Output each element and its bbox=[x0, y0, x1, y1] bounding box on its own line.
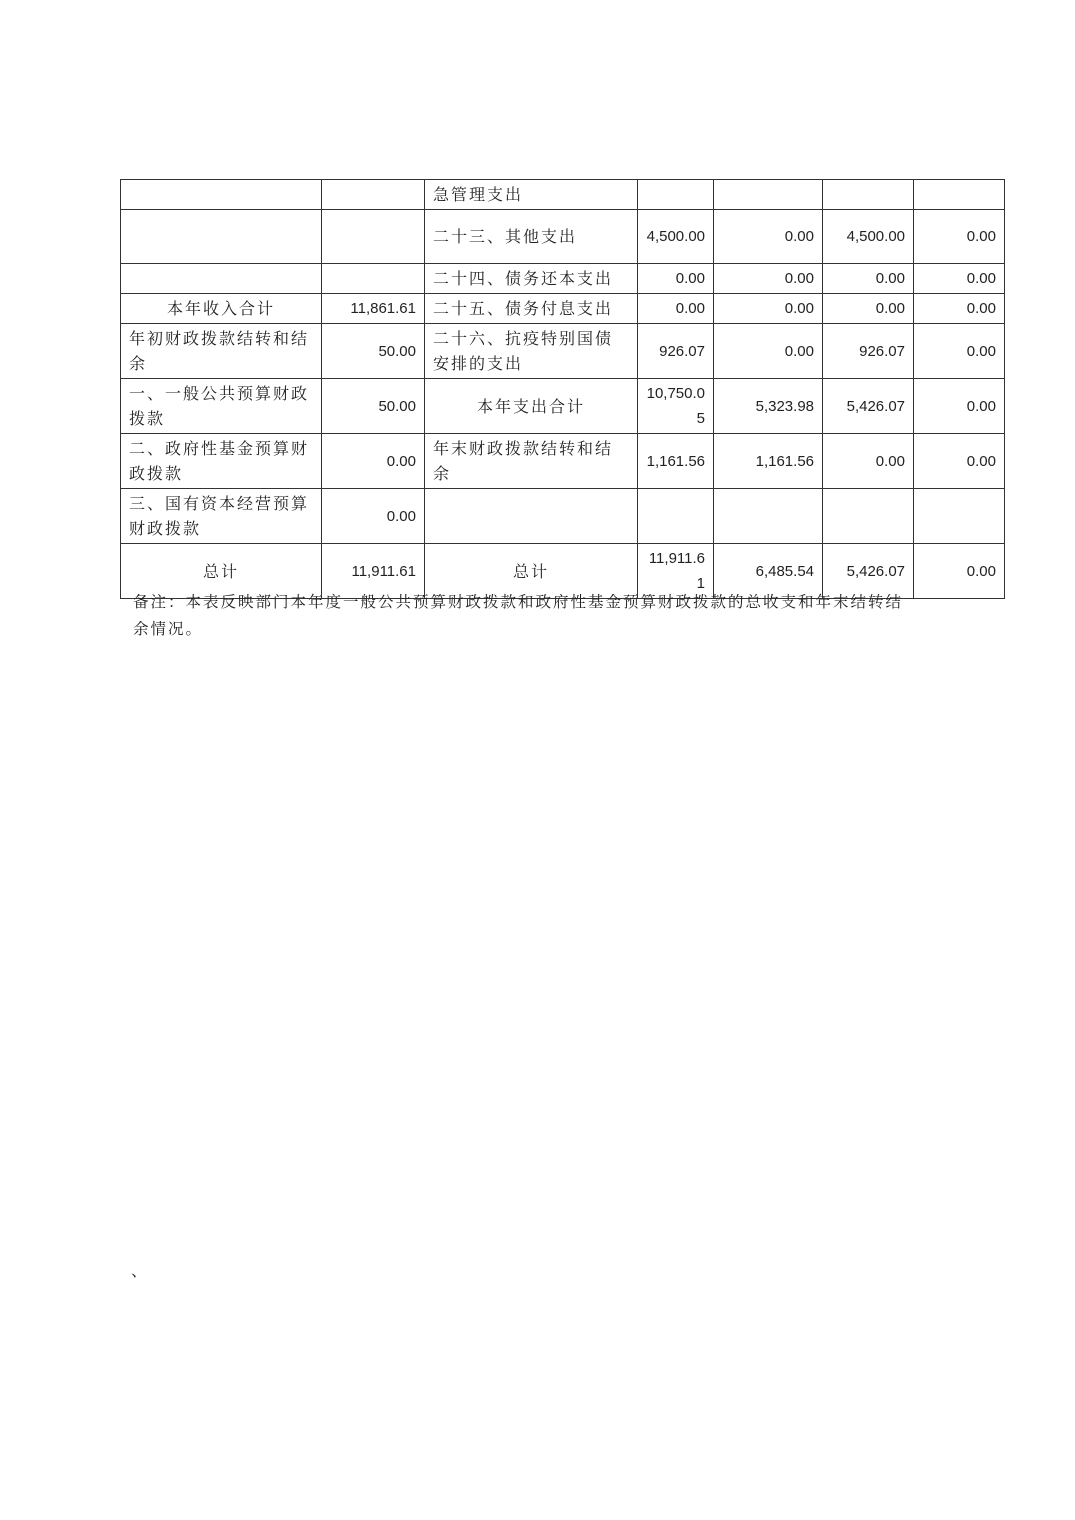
income-amount: 11,861.61 bbox=[322, 294, 425, 324]
table-row bbox=[121, 489, 1005, 544]
expense-total: 0.00 bbox=[638, 264, 714, 294]
expense-capital: 0.00 bbox=[914, 324, 1005, 379]
table-footnote: 备注：本表反映部门本年度一般公共预算财政拨款和政府性基金预算财政拨款的总收支和年末结转结余情况。 bbox=[133, 593, 904, 638]
expense-item bbox=[425, 489, 638, 544]
expense-fund: 0.00 bbox=[823, 434, 914, 489]
expense-item: 二十四、债务还本支出 bbox=[425, 264, 638, 294]
expense-general: 0.00 bbox=[714, 210, 823, 264]
income-item: 总计 bbox=[121, 544, 322, 599]
expense-general: 6,485.54 bbox=[714, 544, 823, 599]
income-amount: 50.00 bbox=[322, 324, 425, 379]
table-row bbox=[121, 264, 1005, 294]
income-amount: 0.00 bbox=[322, 434, 425, 489]
stray-punctuation: 、 bbox=[131, 1261, 148, 1280]
expense-fund: 0.00 bbox=[823, 294, 914, 324]
table-row bbox=[121, 324, 1005, 379]
income-item: 三、国有资本经营预算财政拨款 bbox=[121, 489, 322, 544]
expense-item: 二十五、债务付息支出 bbox=[425, 294, 638, 324]
income-item: 年初财政拨款结转和结余 bbox=[121, 324, 322, 379]
income-item bbox=[121, 180, 322, 210]
income-item: 二、政府性基金预算财政拨款 bbox=[121, 434, 322, 489]
expense-item: 二十三、其他支出 bbox=[425, 210, 638, 264]
table-row bbox=[121, 180, 1005, 210]
expense-item: 总计 bbox=[425, 544, 638, 599]
table-row bbox=[121, 379, 1005, 434]
expense-general: 1,161.56 bbox=[714, 434, 823, 489]
expense-general: 0.00 bbox=[714, 324, 823, 379]
expense-capital: 0.00 bbox=[914, 294, 1005, 324]
expense-total bbox=[638, 180, 714, 210]
expense-total: 1,161.56 bbox=[638, 434, 714, 489]
expense-item: 二十六、抗疫特别国债安排的支出 bbox=[425, 324, 638, 379]
expense-item: 本年支出合计 bbox=[425, 379, 638, 434]
income-amount bbox=[322, 264, 425, 294]
income-item: 本年收入合计 bbox=[121, 294, 322, 324]
expense-fund: 5,426.07 bbox=[823, 544, 914, 599]
expense-item: 急管理支出 bbox=[425, 180, 638, 210]
income-item bbox=[121, 210, 322, 264]
expense-general bbox=[714, 489, 823, 544]
expense-general: 5,323.98 bbox=[714, 379, 823, 434]
expense-capital: 0.00 bbox=[914, 210, 1005, 264]
budget-table bbox=[120, 179, 1005, 599]
expense-capital bbox=[914, 180, 1005, 210]
income-item bbox=[121, 264, 322, 294]
table-row bbox=[121, 294, 1005, 324]
expense-capital: 0.00 bbox=[914, 264, 1005, 294]
income-amount: 50.00 bbox=[322, 379, 425, 434]
expense-fund: 5,426.07 bbox=[823, 379, 914, 434]
expense-fund: 4,500.00 bbox=[823, 210, 914, 264]
expense-total: 4,500.00 bbox=[638, 210, 714, 264]
income-amount bbox=[322, 180, 425, 210]
expense-total: 10,750.05 bbox=[638, 379, 714, 434]
expense-fund: 926.07 bbox=[823, 324, 914, 379]
expense-fund: 0.00 bbox=[823, 264, 914, 294]
expense-general: 0.00 bbox=[714, 264, 823, 294]
expense-total: 0.00 bbox=[638, 294, 714, 324]
expense-fund bbox=[823, 489, 914, 544]
expense-total bbox=[638, 489, 714, 544]
income-item: 一、一般公共预算财政拨款 bbox=[121, 379, 322, 434]
expense-total: 926.07 bbox=[638, 324, 714, 379]
income-amount bbox=[322, 210, 425, 264]
expense-general: 0.00 bbox=[714, 294, 823, 324]
expense-capital: 0.00 bbox=[914, 379, 1005, 434]
expense-capital: 0.00 bbox=[914, 544, 1005, 599]
income-amount: 0.00 bbox=[322, 489, 425, 544]
expense-capital bbox=[914, 489, 1005, 544]
expense-total: 11,911.61 bbox=[638, 544, 714, 599]
expense-fund bbox=[823, 180, 914, 210]
expense-general bbox=[714, 180, 823, 210]
table-row bbox=[121, 210, 1005, 264]
income-amount: 11,911.61 bbox=[322, 544, 425, 599]
table-row bbox=[121, 434, 1005, 489]
expense-item: 年末财政拨款结转和结余 bbox=[425, 434, 638, 489]
expense-capital: 0.00 bbox=[914, 434, 1005, 489]
